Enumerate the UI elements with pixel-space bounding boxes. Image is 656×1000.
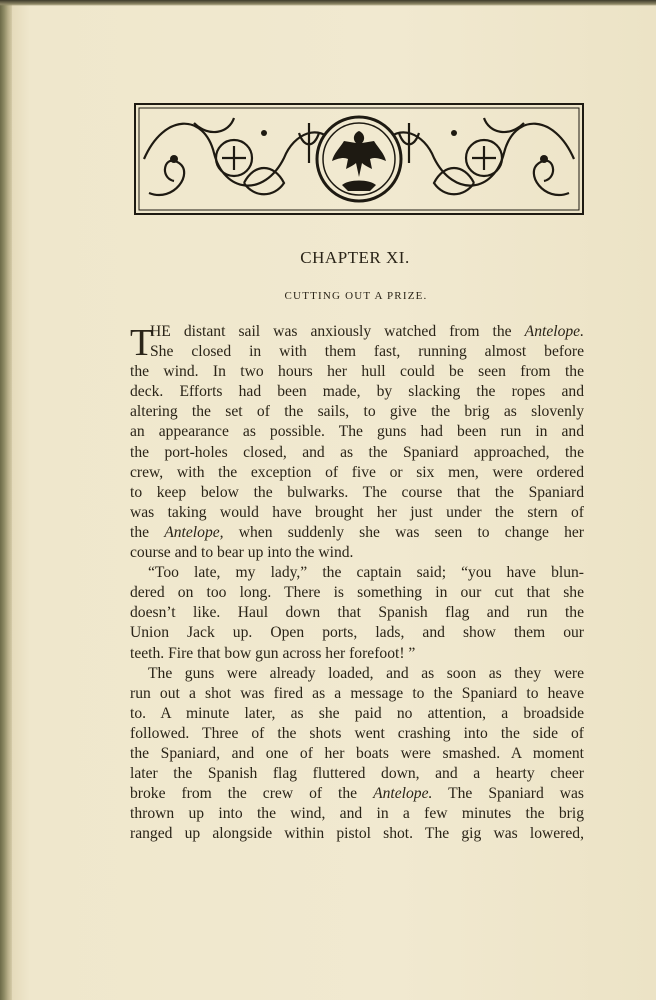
drop-cap: T <box>130 322 154 364</box>
text-line: an appearance as possible. The guns had been run in and <box>130 423 584 441</box>
text-line: “Too late, my lady,” the captain said; “you have blun- <box>148 564 584 582</box>
text-line: the wind. In two hours her hull could be seen from the <box>130 363 584 381</box>
text-line: HE distant sail was anxiously watched from the Antelope. <box>150 323 584 340</box>
text-line: The guns were already loaded, and as soon as they were <box>148 664 584 682</box>
book-binding <box>0 0 12 1000</box>
text-line: She closed in with them fast, running almost before <box>150 343 584 361</box>
text-line: teeth. Fire that bow gun across her forefoot! ” <box>130 644 416 662</box>
text-line: crew, with the exception of five or six men, were ordered <box>130 463 584 481</box>
chapter-subtitle: CUTTING OUT A PRIZE. <box>284 290 428 302</box>
text-line: broke from the crew of the Antelope. The Spaniard was <box>130 785 584 803</box>
text-line: altering the set of the sails, to give the brig as slovenly <box>130 403 584 421</box>
text-line: the Antelope, when suddenly she was seen to change her <box>130 523 584 541</box>
page-top-edge <box>0 0 656 6</box>
ornamental-eagle-headpiece-icon <box>134 103 584 215</box>
text-line: to keep below the bulwarks. The course that the Spaniard <box>130 483 584 501</box>
text-line: later the Spanish flag fluttered down, and a hearty cheer <box>130 765 584 783</box>
text-line: followed. Three of the shots went crashing into the side of <box>130 724 584 742</box>
text-line: run out a shot was fired as a message to the Spaniard to heave <box>130 684 584 702</box>
text-line: doesn’t like. Haul down that Spanish flag and run the <box>130 604 584 622</box>
text-line: the port-holes closed, and as the Spaniard approached, the <box>130 443 584 461</box>
chapter-title: CHAPTER XI. <box>300 248 410 267</box>
text-line: thrown up into the wind, and in a few minutes the brig <box>130 805 584 823</box>
body-text <box>130 322 584 844</box>
text-line: ranged up alongside within pistol shot. The gig was lowered, <box>130 825 584 843</box>
text-line: Union Jack up. Open ports, lads, and show them our <box>130 624 584 642</box>
text-line: dered on too long. There is something in our cut that she <box>130 584 584 602</box>
text-line: deck. Efforts had been made, by slacking the ropes and <box>130 383 584 401</box>
text-line: course and to bear up into the wind. <box>130 544 354 562</box>
text-line: to. A minute later, as she paid no attention, a broadside <box>130 704 584 722</box>
text-line: was taking would have brought her just under the stern of <box>130 503 584 521</box>
text-line: the Spaniard, and one of her boats were smashed. A moment <box>130 744 584 762</box>
